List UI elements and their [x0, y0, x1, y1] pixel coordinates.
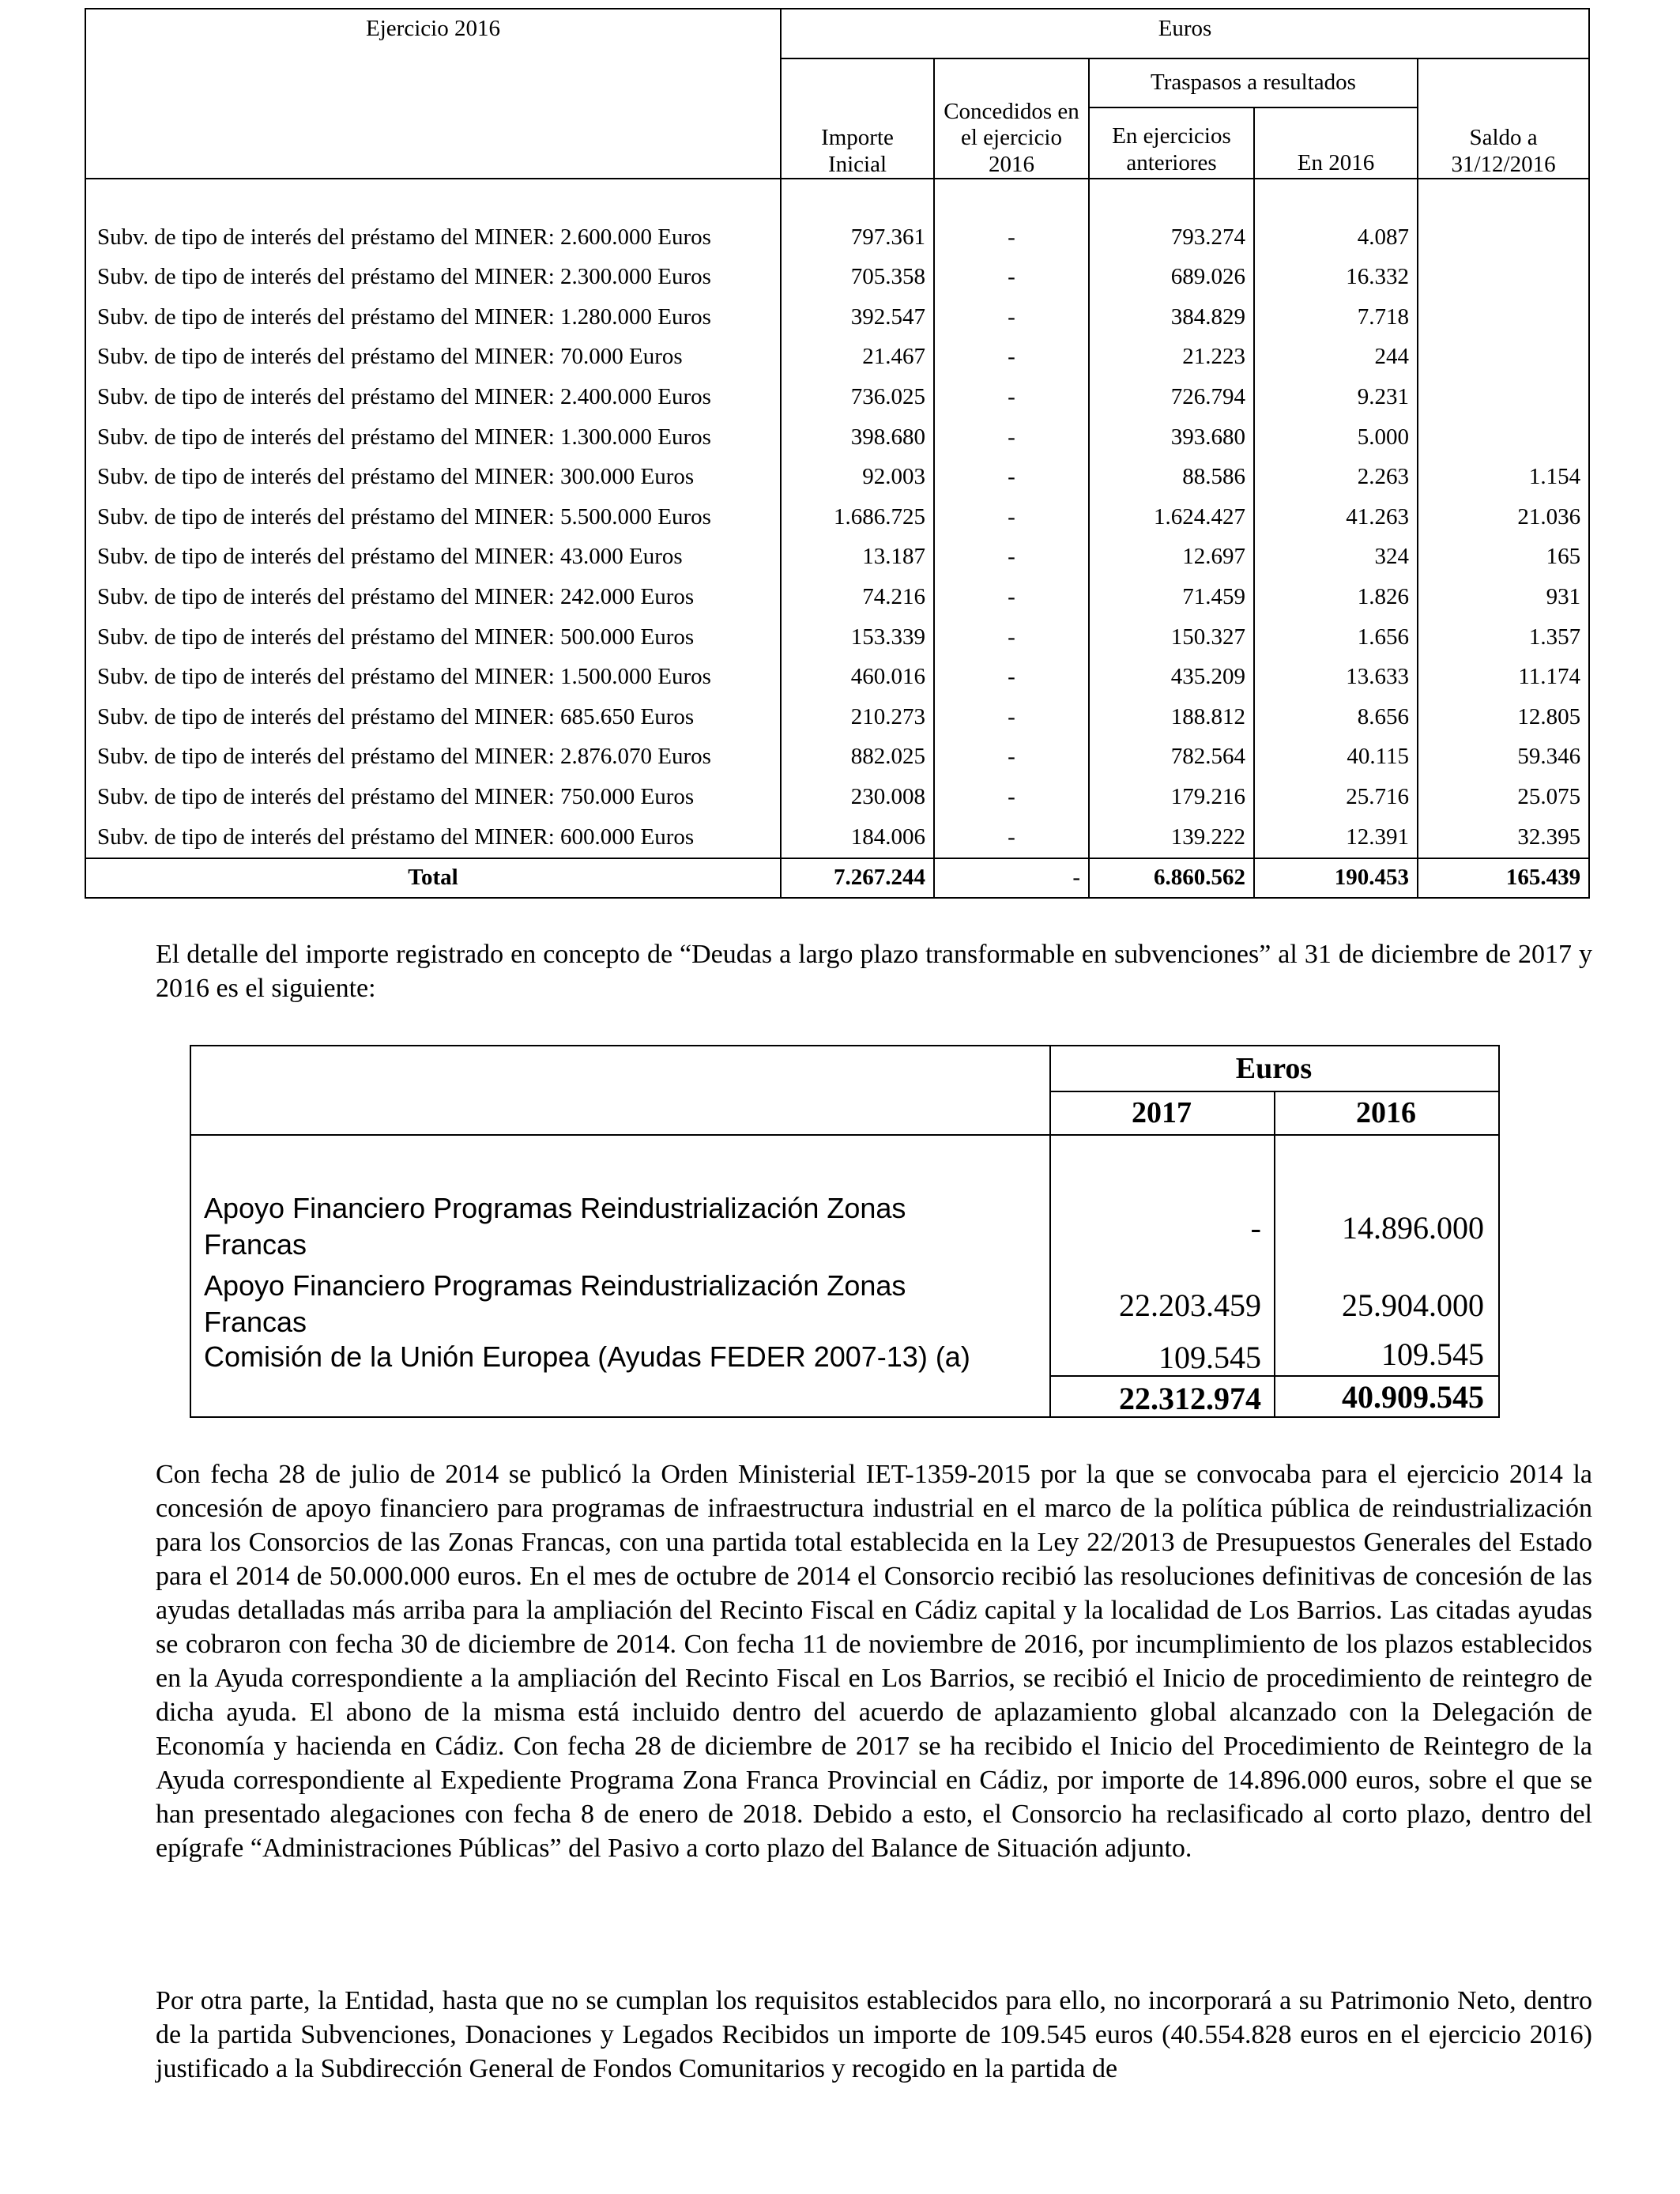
table-row [85, 377, 1589, 417]
cell-anteriores: 188.812 [1089, 697, 1254, 737]
cell-concedidos: - [934, 658, 1089, 698]
cell-concedidos: - [934, 577, 1089, 617]
cell-anteriores: 793.274 [1089, 217, 1254, 258]
cell-concedidos: - [934, 417, 1089, 458]
subsidies-table-2016 [85, 8, 1590, 899]
cell-concedidos: - [934, 697, 1089, 737]
cell-anteriores: 139.222 [1089, 817, 1254, 858]
cell-desc: Subv. de tipo de interés del préstamo del MINER: 2.400.000 Euros [85, 377, 781, 417]
patrimonio-paragraph: Por otra parte, la Entidad, hasta que no se cumplan los requisitos establecidos para ello, no incorporará a su Patrimonio Neto, dentro de la partida Subvenciones, Donaciones y Legados Recibidos un importe de 109.545 euros (40.554.828 euros en el ejercicio 2016) justificado a la Subdirección General de Fondos Comunitarios y recogido en la partida de [156, 1986, 1592, 2083]
total-inicial: 7.267.244 [781, 858, 934, 898]
cell-concedidos: - [934, 258, 1089, 298]
table2-row3-2017: 109.545 [1158, 1340, 1261, 1375]
cell-desc: Subv. de tipo de interés del préstamo del MINER: 300.000 Euros [85, 458, 781, 498]
cell-anteriores: 1.624.427 [1089, 497, 1254, 537]
cell-en2016: 1.656 [1254, 617, 1418, 658]
header-anteriores: En ejercicios anteriores [1089, 107, 1254, 179]
cell-desc: Subv. de tipo de interés del préstamo del MINER: 5.500.000 Euros [85, 497, 781, 537]
cell-concedidos: - [934, 537, 1089, 578]
cell-saldo: 165 [1418, 537, 1589, 578]
cell-saldo [1418, 417, 1589, 458]
table2-row1-2017: - [1250, 1210, 1261, 1246]
cell-inicial: 882.025 [781, 737, 934, 778]
cell-inicial: 92.003 [781, 458, 934, 498]
cell-anteriores: 150.327 [1089, 617, 1254, 658]
cell-concedidos: - [934, 777, 1089, 817]
table-row [85, 777, 1589, 817]
cell-concedidos: - [934, 497, 1089, 537]
header-concedidos: Concedidos en el ejercicio 2016 [934, 58, 1089, 179]
table-row [85, 217, 1589, 258]
total-anteriores: 6.860.562 [1089, 858, 1254, 898]
cell-saldo: 1.357 [1418, 617, 1589, 658]
table-row [85, 497, 1589, 537]
table2-row2-2016: 25.904.000 [1342, 1287, 1484, 1323]
cell-inicial: 153.339 [781, 617, 934, 658]
table2-col-2017: 2017 [1132, 1096, 1192, 1129]
header-year: Ejercicio 2016 [85, 9, 781, 58]
cell-anteriores: 71.459 [1089, 577, 1254, 617]
cell-anteriores: 782.564 [1089, 737, 1254, 778]
total-label: Total [85, 858, 781, 898]
table2-row1-label-line2: Francas [204, 1228, 307, 1261]
cell-concedidos: - [934, 217, 1089, 258]
cell-anteriores: 88.586 [1089, 458, 1254, 498]
cell-anteriores: 726.794 [1089, 377, 1254, 417]
cell-saldo [1418, 258, 1589, 298]
cell-desc: Subv. de tipo de interés del préstamo del MINER: 2.600.000 Euros [85, 217, 781, 258]
cell-desc: Subv. de tipo de interés del préstamo del MINER: 1.280.000 Euros [85, 297, 781, 337]
cell-en2016: 16.332 [1254, 258, 1418, 298]
cell-desc: Subv. de tipo de interés del préstamo del MINER: 600.000 Euros [85, 817, 781, 858]
cell-inicial: 210.273 [781, 697, 934, 737]
cell-saldo [1418, 217, 1589, 258]
cell-en2016: 8.656 [1254, 697, 1418, 737]
cell-desc: Subv. de tipo de interés del préstamo del MINER: 242.000 Euros [85, 577, 781, 617]
long-term-debt-table [190, 1045, 1500, 1418]
cell-desc: Subv. de tipo de interés del préstamo del MINER: 70.000 Euros [85, 337, 781, 378]
table-row [85, 297, 1589, 337]
table2-row2-label-line1: Apoyo Financiero Programas Reindustrialización Zonas [204, 1269, 906, 1302]
table-row [85, 658, 1589, 698]
table2-col-2016: 2016 [1356, 1096, 1416, 1129]
cell-en2016: 1.826 [1254, 577, 1418, 617]
cell-desc: Subv. de tipo de interés del préstamo del MINER: 2.300.000 Euros [85, 258, 781, 298]
table-row [85, 417, 1589, 458]
cell-inicial: 797.361 [781, 217, 934, 258]
cell-saldo [1418, 337, 1589, 378]
header-currency: Euros [781, 9, 1589, 58]
header-importe-inicial: Importe Inicial [781, 58, 934, 179]
table-row [85, 817, 1589, 858]
table-row [85, 697, 1589, 737]
table-row [85, 577, 1589, 617]
table2-row3-label: Comisión de la Unión Europea (Ayudas FEDER 2007-13) (a) [204, 1340, 970, 1373]
table-row [85, 458, 1589, 498]
cell-saldo: 11.174 [1418, 658, 1589, 698]
cell-anteriores: 179.216 [1089, 777, 1254, 817]
cell-concedidos: - [934, 337, 1089, 378]
table-row [85, 537, 1589, 578]
cell-desc: Subv. de tipo de interés del préstamo del MINER: 750.000 Euros [85, 777, 781, 817]
cell-inicial: 184.006 [781, 817, 934, 858]
cell-en2016: 12.391 [1254, 817, 1418, 858]
cell-en2016: 7.718 [1254, 297, 1418, 337]
cell-concedidos: - [934, 297, 1089, 337]
cell-en2016: 41.263 [1254, 497, 1418, 537]
table2-total-2017: 22.312.974 [1119, 1381, 1261, 1416]
cell-concedidos: - [934, 817, 1089, 858]
cell-en2016: 4.087 [1254, 217, 1418, 258]
cell-en2016: 244 [1254, 337, 1418, 378]
cell-en2016: 40.115 [1254, 737, 1418, 778]
intro-paragraph: El detalle del importe registrado en concepto de “Deudas a largo plazo transformable en subvenciones” al 31 de diciembre de 2017 y 2016 es el siguiente: [156, 940, 1592, 1003]
cell-inicial: 392.547 [781, 297, 934, 337]
reintegro-paragraph: Con fecha 28 de julio de 2014 se publicó la Orden Ministerial IET-1359-2015 por la que se convocaba para el ejercicio 2014 la concesión de apoyo financiero para programas de infraestructura industrial en el marco de la política pública de reindustrialización para los Consorcios de las Zonas Francas, con una partida total establecida en la Ley 22/2013 de Presupuestos Generales del Estado para el 2014 de 50.000.000 euros. En el mes de octubre de 2014 el Consorcio recibió las resoluciones definitivas de concesión de las ayudas detalladas más arriba para la ampliación del Recinto Fiscal en Cádiz capital y la localidad de Los Barrios. Las citadas ayudas se cobraron con fecha 30 de diciembre de 2014. Con fecha 11 de noviembre de 2016, por incumplimiento de los plazos establecidos en la Ayuda correspondiente a la ampliación del Recinto Fiscal en Los Barrios, se recibió el Inicio de procedimiento de reintegro de dicha ayuda. El abono de la misma está incluido dentro del acuerdo de aplazamiento global alcanzado con la Delegación de Economía y hacienda en Cádiz. Con fecha 28 de diciembre de 2017 se ha recibido el Inicio del Procedimiento de Reintegro de la Ayuda correspondiente al Expediente Programa Zona Franca Provincial en Cádiz, por importe de 14.896.000 euros, sobre el que se han presentado alegaciones con fecha 8 de enero de 2018. Debido a esto, el Consorcio ha reclasificado al corto plazo, dentro del epígrafe “Administraciones Públicas” del Pasivo a corto plazo del Balance de Situación adjunto. [156, 1460, 1592, 1863]
table-row [85, 258, 1589, 298]
cell-desc: Subv. de tipo de interés del préstamo del MINER: 500.000 Euros [85, 617, 781, 658]
header-row-top [85, 9, 1589, 58]
cell-saldo [1418, 377, 1589, 417]
cell-inicial: 736.025 [781, 377, 934, 417]
cell-concedidos: - [934, 737, 1089, 778]
cell-saldo: 25.075 [1418, 777, 1589, 817]
cell-desc: Subv. de tipo de interés del préstamo del MINER: 685.650 Euros [85, 697, 781, 737]
cell-inicial: 705.358 [781, 258, 934, 298]
cell-desc: Subv. de tipo de interés del préstamo del MINER: 43.000 Euros [85, 537, 781, 578]
total-row [85, 858, 1589, 898]
header-row-mid [85, 58, 1589, 107]
table2-row1-label-line1: Apoyo Financiero Programas Reindustrialización Zonas [204, 1192, 906, 1224]
table2-row2-2017: 22.203.459 [1119, 1287, 1261, 1323]
cell-en2016: 2.263 [1254, 458, 1418, 498]
cell-en2016: 324 [1254, 537, 1418, 578]
total-concedidos: - [934, 858, 1089, 898]
table2-row2-label-line2: Francas [204, 1306, 307, 1338]
total-en2016: 190.453 [1254, 858, 1418, 898]
header-en2016: En 2016 [1254, 107, 1418, 179]
cell-en2016: 9.231 [1254, 377, 1418, 417]
cell-saldo: 1.154 [1418, 458, 1589, 498]
cell-en2016: 13.633 [1254, 658, 1418, 698]
cell-en2016: 25.716 [1254, 777, 1418, 817]
cell-concedidos: - [934, 458, 1089, 498]
total-saldo: 165.439 [1418, 858, 1589, 898]
cell-inicial: 230.008 [781, 777, 934, 817]
cell-inicial: 1.686.725 [781, 497, 934, 537]
cell-saldo: 21.036 [1418, 497, 1589, 537]
cell-anteriores: 384.829 [1089, 297, 1254, 337]
cell-saldo: 931 [1418, 577, 1589, 617]
cell-inicial: 398.680 [781, 417, 934, 458]
cell-inicial: 13.187 [781, 537, 934, 578]
cell-anteriores: 393.680 [1089, 417, 1254, 458]
cell-desc: Subv. de tipo de interés del préstamo del MINER: 1.500.000 Euros [85, 658, 781, 698]
cell-anteriores: 435.209 [1089, 658, 1254, 698]
header-saldo: Saldo a 31/12/2016 [1418, 58, 1589, 179]
table2-row3-2016: 109.545 [1381, 1336, 1484, 1372]
table-row [85, 337, 1589, 378]
cell-inicial: 21.467 [781, 337, 934, 378]
cell-concedidos: - [934, 377, 1089, 417]
cell-inicial: 460.016 [781, 658, 934, 698]
table-row [85, 617, 1589, 658]
table-row [85, 737, 1589, 778]
header-traspasos: Traspasos a resultados [1089, 58, 1418, 107]
spacer-row [85, 179, 1589, 217]
cell-saldo: 12.805 [1418, 697, 1589, 737]
cell-saldo [1418, 297, 1589, 337]
cell-concedidos: - [934, 617, 1089, 658]
cell-saldo: 32.395 [1418, 817, 1589, 858]
table2-currency: Euros [1235, 1052, 1313, 1085]
cell-en2016: 5.000 [1254, 417, 1418, 458]
cell-inicial: 74.216 [781, 577, 934, 617]
cell-desc: Subv. de tipo de interés del préstamo del MINER: 1.300.000 Euros [85, 417, 781, 458]
cell-anteriores: 21.223 [1089, 337, 1254, 378]
table2-row1-2016: 14.896.000 [1342, 1210, 1484, 1246]
cell-anteriores: 689.026 [1089, 258, 1254, 298]
table2-total-2016: 40.909.545 [1342, 1379, 1484, 1415]
cell-anteriores: 12.697 [1089, 537, 1254, 578]
cell-saldo: 59.346 [1418, 737, 1589, 778]
cell-desc: Subv. de tipo de interés del préstamo del MINER: 2.876.070 Euros [85, 737, 781, 778]
